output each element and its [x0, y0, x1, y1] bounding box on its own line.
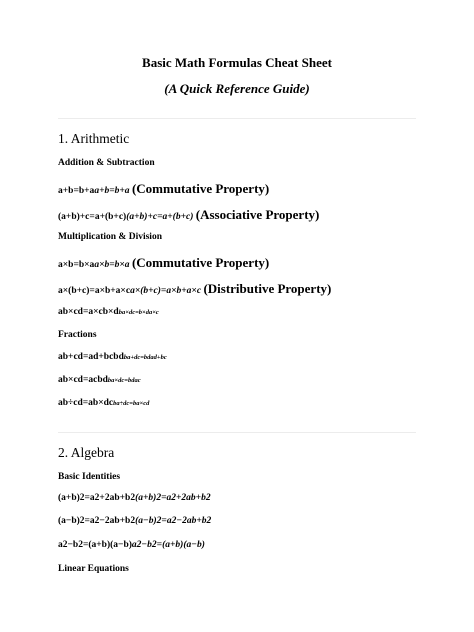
section-heading-algebra: 2. Algebra	[58, 445, 115, 460]
formula-math: ba×dc=b×da×c	[118, 309, 159, 316]
formula-plain: a×(b+c)=a×b+a×c	[58, 286, 131, 296]
formula-math: (a+b)+c=a+(b+c)	[126, 212, 194, 222]
property-label: (Associative Property)	[195, 207, 320, 222]
formula-fraction-addition	[58, 352, 167, 362]
property-label: (Distributive Property)	[203, 281, 332, 296]
formula-plain: ab÷cd=ab×dc	[58, 398, 114, 408]
formula-plain: (a+b)+c=a+(b+c)	[58, 212, 127, 222]
formula-plain: a+b=b+a	[58, 186, 95, 196]
formula-math: a×(b+c)=a×b+a×c	[130, 286, 202, 296]
subsection-heading-fractions: Fractions	[58, 330, 97, 340]
divider	[58, 118, 416, 119]
formula-math: ba÷dc=ba×cd	[113, 400, 150, 407]
subsection-heading-addition-subtraction: Addition & Subtraction	[58, 158, 155, 168]
divider	[58, 432, 416, 433]
formula-plain: ab+cd=ad+bcbd	[58, 352, 124, 362]
formula-addition-associative	[58, 207, 319, 223]
formula-multiplication-commutative	[58, 255, 269, 271]
formula-square-of-difference	[58, 516, 211, 526]
subsection-heading-basic-identities: Basic Identities	[58, 472, 121, 482]
formula-plain: ab×cd=a×cb×d	[58, 307, 119, 317]
formula-square-of-sum	[58, 493, 211, 503]
formula-difference-of-squares	[58, 540, 205, 550]
section-heading-arithmetic: 1. Arithmetic	[58, 131, 130, 146]
formula-math: ba+dc=bdad+bc	[123, 354, 167, 361]
formula-math: (a−b)2=a2−2ab+b2	[135, 516, 212, 526]
subsection-heading-multiplication-division: Multiplication & Division	[58, 232, 162, 242]
formula-plain: ab×cd=acbd	[58, 375, 108, 385]
page-subtitle: (A Quick Reference Guide)	[164, 81, 310, 96]
formula-math: ba×dc=bdac	[107, 377, 141, 384]
formula-math: a×b=b×a	[94, 260, 130, 270]
formula-product-of-fractions	[58, 307, 159, 317]
formula-plain: (a−b)2=a2−2ab+b2	[58, 516, 136, 526]
formula-math: a2−b2=(a+b)(a−b)	[131, 540, 205, 550]
formula-math: (a+b)2=a2+2ab+b2	[135, 493, 211, 503]
formula-fraction-division	[58, 398, 149, 408]
formula-math: a+b=b+a	[94, 186, 130, 196]
formula-addition-commutative	[58, 181, 269, 197]
formula-plain: a×b=b×a	[58, 260, 95, 270]
formula-fraction-multiplication	[58, 375, 141, 385]
page-title: Basic Math Formulas Cheat Sheet	[142, 55, 332, 70]
formula-plain: (a+b)2=a2+2ab+b2	[58, 493, 136, 503]
formula-plain: a2−b2=(a+b)(a−b)	[58, 540, 132, 550]
subsection-heading-linear-equations: Linear Equations	[58, 564, 129, 574]
property-label: (Commutative Property)	[131, 181, 270, 196]
formula-multiplication-distributive	[58, 281, 331, 297]
property-label: (Commutative Property)	[131, 255, 270, 270]
